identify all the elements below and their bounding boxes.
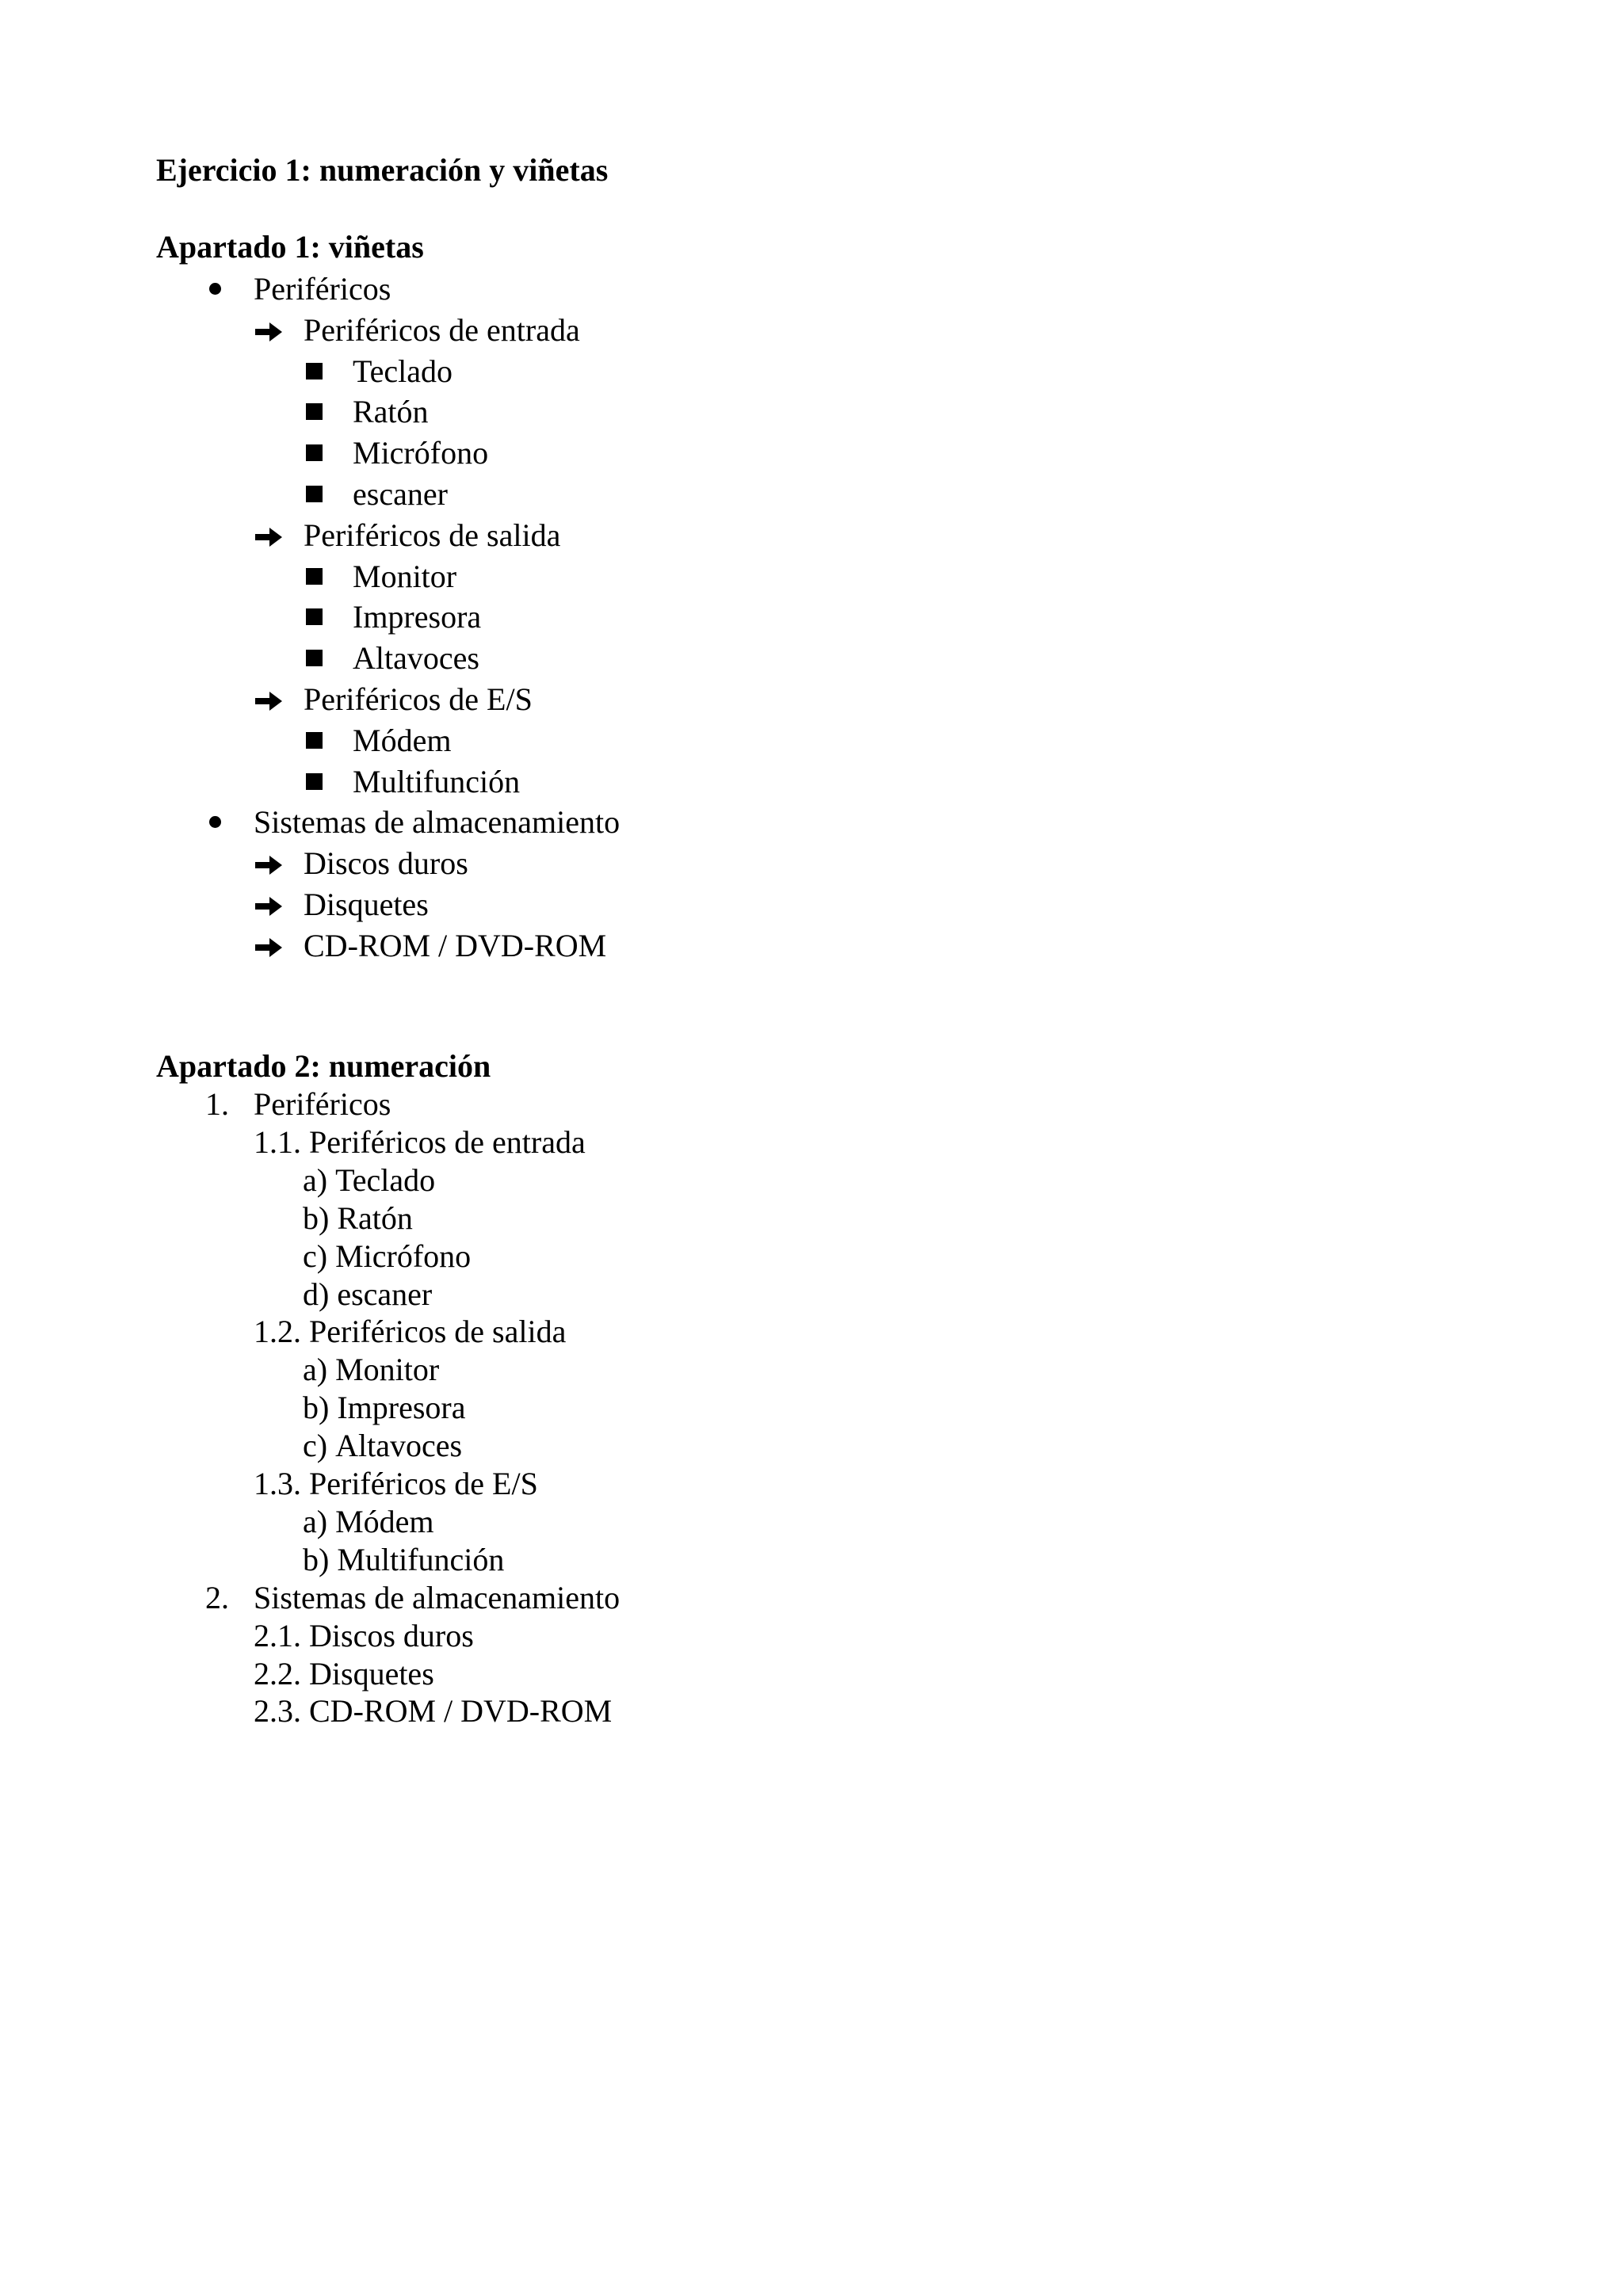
list-item — [0, 845, 951, 884]
list-item-text: Módem — [335, 1503, 434, 1539]
list-item — [0, 1354, 951, 1390]
square-bullet-icon — [306, 732, 323, 749]
list-item — [0, 1579, 951, 1619]
arrow-right-icon — [254, 687, 284, 711]
square-bullet-icon — [306, 650, 323, 666]
list-number: c) — [303, 1428, 328, 1464]
list-item-text: Sistemas de almacenamiento — [254, 804, 621, 841]
list-number: a) — [303, 1352, 328, 1388]
list-item — [0, 1316, 951, 1352]
list-item — [0, 517, 951, 556]
list-item — [0, 311, 951, 351]
list-item — [0, 927, 951, 967]
list-item-text: Periféricos de entrada — [304, 311, 580, 348]
square-bullet-icon — [306, 568, 323, 585]
list-number: 1.2. — [254, 1314, 301, 1350]
arrow-right-icon — [254, 851, 284, 875]
list-item — [0, 1695, 951, 1732]
list-item — [0, 353, 951, 392]
list-item-text: Altavoces — [335, 1428, 463, 1464]
list-item-text: Disquetes — [309, 1655, 434, 1691]
list-item-text: Teclado — [353, 353, 453, 389]
list-item-text: Impresora — [353, 599, 482, 635]
list-item-text: Ratón — [353, 394, 429, 430]
list-item — [0, 722, 951, 761]
list-item-text: Discos duros — [304, 845, 468, 882]
list-item — [0, 437, 951, 474]
list-item-text: Periféricos — [254, 271, 391, 307]
list-item-text: Periféricos de E/S — [304, 681, 533, 717]
list-item-text: Disquetes — [304, 887, 429, 922]
list-item-text: escaner — [353, 476, 448, 512]
list-item-text: Monitor — [335, 1352, 440, 1388]
list-number: b) — [303, 1541, 330, 1577]
list-item — [0, 396, 951, 433]
list-item — [0, 476, 951, 515]
list-item-text: Ratón — [337, 1199, 413, 1236]
list-item-text: Periféricos — [254, 1086, 391, 1122]
list-item — [0, 1123, 951, 1163]
list-number: c) — [303, 1238, 328, 1274]
list-item — [0, 1161, 951, 1201]
list-item-text: Multifunción — [353, 763, 521, 799]
arrow-right-icon — [254, 318, 284, 341]
list-item — [0, 1430, 951, 1466]
square-bullet-icon — [306, 773, 323, 790]
list-item — [0, 681, 951, 720]
list-item — [0, 1199, 951, 1239]
list-item-text: escaner — [337, 1276, 433, 1312]
square-bullet-icon — [306, 363, 323, 379]
list-item — [0, 804, 951, 843]
list-item — [0, 1617, 951, 1657]
list-number: 2.3. — [254, 1693, 301, 1730]
list-item-text: Micrófono — [335, 1238, 472, 1274]
section-heading-numeracion: Apartado 2: numeración — [156, 1048, 491, 1084]
list-number: 2. — [205, 1579, 229, 1615]
bullet-dot-icon — [209, 816, 221, 828]
list-number: a) — [303, 1161, 328, 1198]
list-item-text: Periféricos de E/S — [309, 1466, 538, 1501]
list-item — [0, 1468, 951, 1505]
list-number: d) — [303, 1276, 330, 1312]
document-title: Ejercicio 1: numeración y viñetas — [156, 152, 609, 188]
bullet-dot-icon — [209, 283, 221, 295]
list-item — [0, 273, 951, 310]
list-item-text: CD-ROM / DVD-ROM — [304, 927, 607, 963]
list-item-text: Periféricos de entrada — [309, 1123, 586, 1160]
list-number: 1.1. — [254, 1123, 301, 1160]
list-item — [0, 1655, 951, 1695]
list-number: a) — [303, 1503, 328, 1539]
list-number: b) — [303, 1199, 330, 1236]
list-item-text: Teclado — [335, 1161, 436, 1198]
list-item-text: Multifunción — [337, 1541, 505, 1577]
square-bullet-icon — [306, 444, 323, 461]
list-item-text: Módem — [353, 722, 452, 758]
square-bullet-icon — [306, 403, 323, 420]
list-number: 1.3. — [254, 1466, 301, 1501]
square-bullet-icon — [306, 608, 323, 625]
list-item — [0, 1541, 951, 1581]
list-item-text: Periféricos de salida — [309, 1314, 567, 1350]
list-item — [0, 763, 951, 803]
list-item — [0, 601, 951, 638]
square-bullet-icon — [306, 486, 323, 502]
list-item — [0, 1503, 951, 1543]
list-item — [0, 1392, 951, 1428]
list-item-text: CD-ROM / DVD-ROM — [309, 1693, 613, 1730]
list-number: 1. — [205, 1086, 229, 1122]
list-item-text: Altavoces — [353, 640, 479, 677]
list-item — [0, 640, 951, 679]
arrow-right-icon — [254, 523, 284, 547]
list-number: b) — [303, 1390, 330, 1426]
list-item-text: Periféricos de salida — [304, 517, 561, 553]
list-item — [0, 558, 951, 597]
list-item-text: Discos duros — [309, 1617, 474, 1653]
list-item-text: Impresora — [337, 1390, 466, 1426]
section-heading-vinetas: Apartado 1: viñetas — [156, 229, 424, 265]
list-item — [0, 1086, 951, 1125]
list-number: 2.1. — [254, 1617, 301, 1653]
arrow-right-icon — [254, 892, 284, 916]
list-item — [0, 1238, 951, 1277]
list-number: 2.2. — [254, 1655, 301, 1691]
list-item-text: Sistemas de almacenamiento — [254, 1579, 621, 1615]
list-item — [0, 889, 951, 925]
list-item-text: Monitor — [353, 558, 457, 594]
list-item-text: Micrófono — [353, 435, 489, 471]
arrow-right-icon — [254, 933, 284, 957]
list-item — [0, 1276, 951, 1315]
